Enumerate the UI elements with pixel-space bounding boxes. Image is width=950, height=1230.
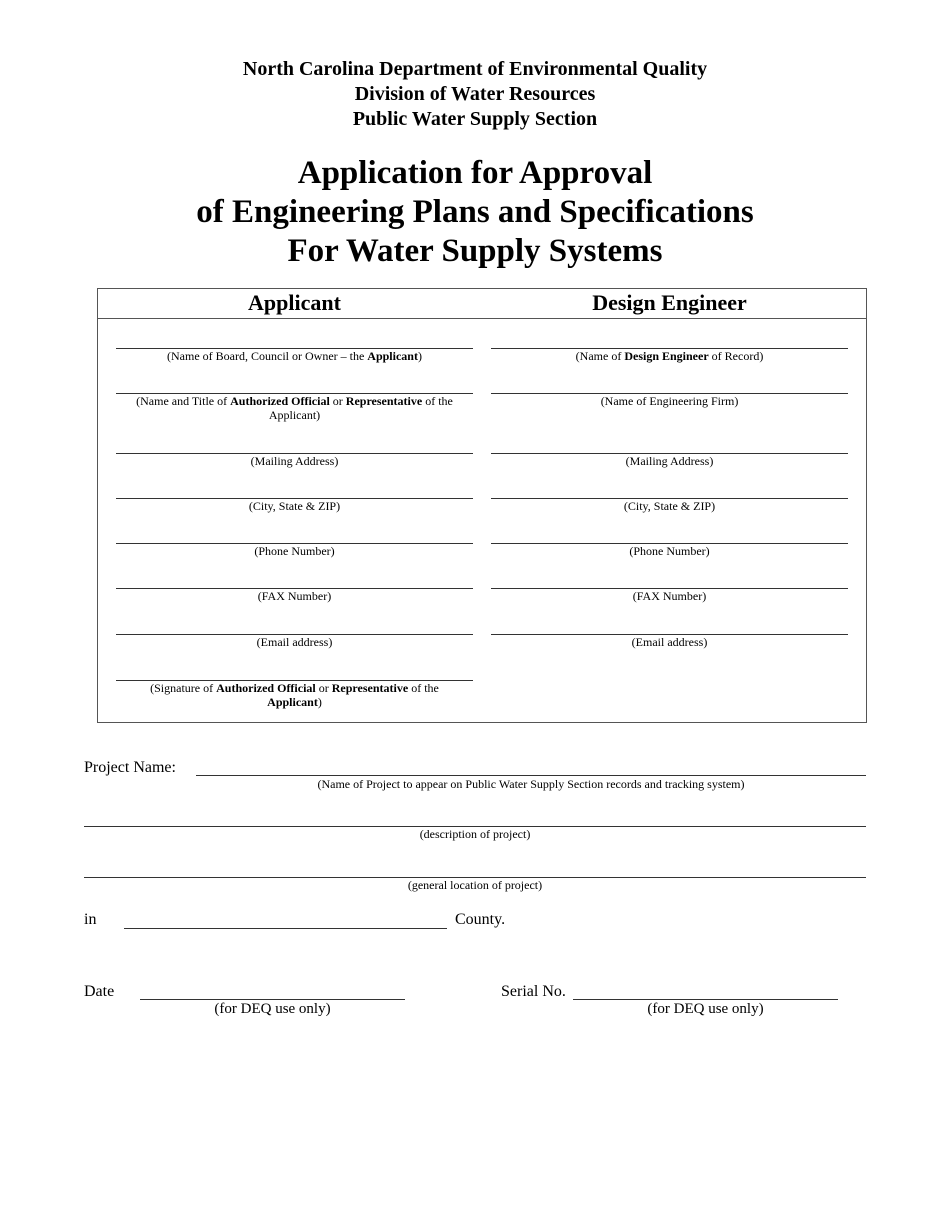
form-title-line-1: Application for Approval xyxy=(297,155,653,191)
engineer-field-caption xyxy=(499,635,840,649)
project-description-caption: (description of project) xyxy=(419,827,531,841)
county-label: County. xyxy=(455,911,506,928)
form-title-line-3: For Water Supply Systems xyxy=(287,233,663,269)
division-name: Division of Water Resources xyxy=(354,83,596,105)
caption-text: (Signature of xyxy=(150,681,217,695)
caption-text: of the Applicant) xyxy=(268,394,453,422)
date-field[interactable] xyxy=(140,999,405,1000)
caption-text: (Name and Title of xyxy=(136,394,231,408)
county-field[interactable] xyxy=(124,928,447,929)
caption-text: Applicant xyxy=(367,349,418,363)
applicant-field-caption xyxy=(124,349,465,363)
caption-text: ) xyxy=(417,349,422,363)
caption-text: (City, State & ZIP) xyxy=(248,499,341,513)
project-location-caption: (general location of project) xyxy=(407,878,543,892)
applicant-heading: Applicant xyxy=(248,290,341,315)
applicant-field-caption xyxy=(124,454,465,468)
caption-text: (Phone Number) xyxy=(629,544,710,558)
in-label: in xyxy=(84,911,97,928)
serial-no-caption: (for DEQ use only) xyxy=(647,1001,764,1017)
box-divider xyxy=(97,318,867,319)
caption-text: ) xyxy=(317,695,322,709)
caption-text: (Email address) xyxy=(631,635,708,649)
applicant-field-caption xyxy=(124,681,465,709)
engineer-field-caption xyxy=(499,349,840,363)
date-label: Date xyxy=(84,983,115,1000)
caption-text: (City, State & ZIP) xyxy=(623,499,716,513)
caption-text: (Name of Board, Council or Owner – the xyxy=(167,349,368,363)
caption-text: (Phone Number) xyxy=(254,544,335,558)
applicant-field-caption xyxy=(124,589,465,603)
caption-text: (Name of Engineering Firm) xyxy=(600,394,739,408)
applicant-field-caption xyxy=(124,635,465,649)
serial-no-label: Serial No. xyxy=(501,983,566,1000)
caption-text: Applicant xyxy=(267,695,318,709)
caption-text: Authorized Official xyxy=(230,394,330,408)
date-caption: (for DEQ use only) xyxy=(214,1001,331,1017)
caption-text: of Record) xyxy=(708,349,764,363)
caption-text: or xyxy=(315,681,332,695)
project-name-field[interactable] xyxy=(196,775,866,776)
applicant-field-caption xyxy=(124,544,465,558)
caption-text: (FAX Number) xyxy=(257,589,332,603)
project-name-label: Project Name: xyxy=(84,759,176,776)
caption-text: (Email address) xyxy=(256,635,333,649)
caption-text: of the xyxy=(408,681,439,695)
caption-text: Design Engineer xyxy=(624,349,709,363)
applicant-field-caption xyxy=(124,499,465,513)
project-name-caption: (Name of Project to appear on Public Water Supply Section records and tracking system) xyxy=(317,777,745,791)
caption-text: (Mailing Address) xyxy=(250,454,339,468)
agency-name: North Carolina Department of Environmental Quality xyxy=(242,58,708,80)
caption-text: or xyxy=(329,394,346,408)
caption-text: (Mailing Address) xyxy=(625,454,714,468)
design-engineer-heading: Design Engineer xyxy=(592,290,747,315)
caption-text: Representative xyxy=(331,681,409,695)
section-name: Public Water Supply Section xyxy=(352,108,598,130)
engineer-field-caption xyxy=(499,544,840,558)
serial-no-field[interactable] xyxy=(573,999,838,1000)
applicant-field-caption xyxy=(124,394,465,422)
caption-text: Representative xyxy=(345,394,423,408)
form-title-line-2: of Engineering Plans and Specifications xyxy=(196,194,754,230)
caption-text: (Name of xyxy=(575,349,625,363)
engineer-field-caption xyxy=(499,454,840,468)
engineer-field-caption xyxy=(499,394,840,408)
caption-text: Authorized Official xyxy=(216,681,316,695)
engineer-field-caption xyxy=(499,589,840,603)
engineer-field-caption xyxy=(499,499,840,513)
caption-text: (FAX Number) xyxy=(632,589,707,603)
